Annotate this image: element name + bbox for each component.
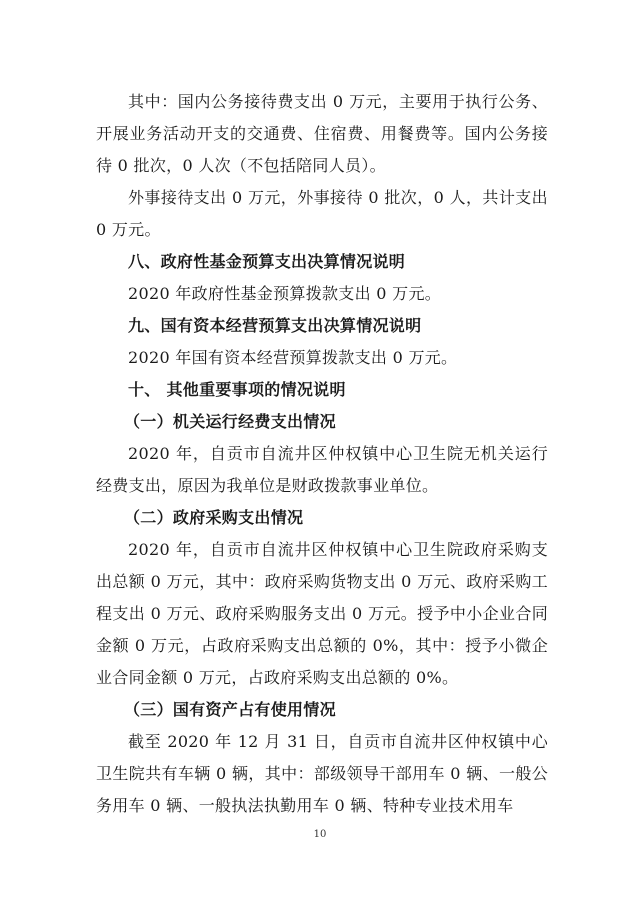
paragraph-state-assets: 截至 2020 年 12 月 31 日，自贡市自流井区仲权镇中心卫生院共有车辆 0 辆，其中：部级领导干部用车 0 辆、一般公务用车 0 辆、一般执法执勤用车 0 辆、特种专业技术用车 — [96, 732, 548, 815]
heading-other-matters: 十、 其他重要事项的情况说明 — [128, 380, 346, 399]
heading-state-assets: （三）国有资产占有使用情况 — [124, 700, 336, 719]
heading-government-fund: 八、政府性基金预算支出决算情况说明 — [128, 252, 406, 271]
heading-state-capital: 九、国有资本经营预算支出决算情况说明 — [128, 316, 422, 335]
heading-procurement: （二）政府采购支出情况 — [124, 508, 304, 527]
heading-operating-costs: （一）机关运行经费支出情况 — [124, 412, 336, 431]
page-number: 10 — [313, 829, 327, 840]
paragraph-reception-foreign: 外事接待支出 0 万元，外事接待 0 批次，0 人，共计支出 0 万元。 — [96, 188, 548, 239]
paragraph-procurement: 2020 年，自贡市自流井区仲权镇中心卫生院政府采购支出总额 0 万元，其中：政府采购货物支出 0 万元、政府采购工程支出 0 万元、政府采购服务支出 0 万元。授予中小企业合同金额 0 万元，占政府采购支出总额的 0%，其中：授予小微企业合同金额 0 万元，占政府采购支出总额的 0%。 — [96, 540, 548, 687]
paragraph-state-capital: 2020 年国有资本经营预算拨款支出 0 万元。 — [128, 348, 458, 367]
paragraph-operating-costs: 2020 年，自贡市自流井区仲权镇中心卫生院无机关运行经费支出，原因为我单位是财政拨款事业单位。 — [96, 444, 548, 495]
paragraph-government-fund: 2020 年政府性基金预算拨款支出 0 万元。 — [128, 284, 442, 303]
paragraph-reception-domestic: 其中：国内公务接待费支出 0 万元，主要用于执行公务、开展业务活动开支的交通费、住宿费、用餐费等。国内公务接待 0 批次，0 人次（不包括陪同人员）。 — [96, 92, 548, 175]
